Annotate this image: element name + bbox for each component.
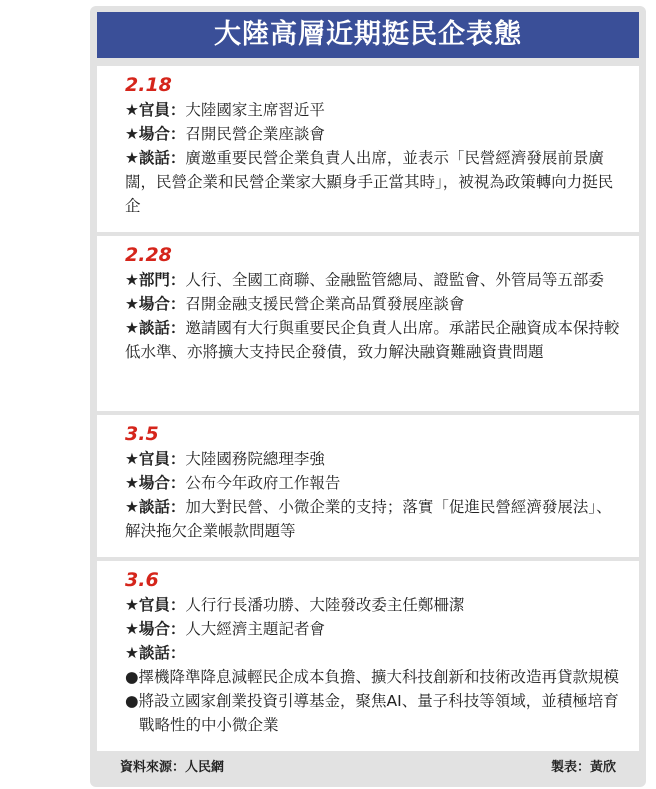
entry-key: ★談話：	[125, 319, 186, 337]
section-card-3	[97, 415, 639, 557]
entry-occasion	[125, 471, 627, 495]
entry-key: ★官員：	[125, 450, 186, 468]
section-date: 2.28	[125, 244, 172, 266]
entry-value: 召開金融支援民營企業高品質發展座談會	[185, 295, 465, 313]
bullet-item: ●擇機降準降息減輕民企成本負擔、擴大科技創新和技術改造再貸款規模	[125, 668, 620, 686]
entry-value: 人行行長潘功勝、大陸發改委主任鄭柵潔	[185, 596, 465, 614]
entry-key: ★談話：	[125, 644, 186, 662]
entry-key: ★談話：	[125, 498, 186, 516]
entry-key: ★部門：	[125, 271, 186, 289]
entry-official	[125, 98, 627, 122]
section-card-4	[97, 561, 639, 751]
entry-remarks	[125, 641, 627, 665]
entry-value: 大陸國務院總理李強	[185, 450, 325, 468]
section-date: 3.5	[125, 423, 159, 445]
entry-value: 公布今年政府工作報告	[185, 474, 341, 492]
section-card-2	[97, 236, 639, 411]
entry-value: 廣邀重要民營企業負責人出席，並表示「民營經濟發展前景廣闊，民營企業和民營企業家大顯身手正當其時」，被視為政策轉向力挺民企	[125, 149, 614, 215]
entry-department	[125, 268, 627, 292]
source-credit: 資料來源：人民網	[120, 760, 225, 775]
entry-occasion	[125, 122, 627, 146]
entry-value: 邀請國有大行與重要民企負責人出席。承諾民企融資成本保持較低水準、亦將擴大支持民企發債，致力解決融資難融資貴問題	[125, 319, 620, 361]
infographic-title: 大陸高層近期挺民企表態	[97, 12, 639, 58]
bullet-item: ●將設立國家創業投資引導基金，聚焦AI、量子科技等領域，並積極培育戰略性的中小微企業	[125, 692, 619, 734]
entry-key: ★官員：	[125, 101, 186, 119]
entry-key: ★談話：	[125, 149, 186, 167]
entry-remarks	[125, 146, 627, 218]
entry-value: 人大經濟主題記者會	[185, 620, 325, 638]
entry-official	[125, 593, 627, 617]
entry-occasion	[125, 292, 627, 316]
author-credit: 製表：黃欣	[550, 760, 616, 775]
entry-value: 召開民營企業座談會	[185, 125, 325, 143]
entry-key: ★場合：	[125, 620, 186, 638]
entry-key: ★場合：	[125, 295, 186, 313]
entry-occasion	[125, 617, 627, 641]
entry-key: ★場合：	[125, 474, 186, 492]
entry-remarks	[125, 495, 627, 543]
entry-value: 大陸國家主席習近平	[185, 101, 325, 119]
entry-remarks	[125, 316, 627, 364]
entry-official	[125, 447, 627, 471]
section-card-1	[97, 66, 639, 232]
infographic-frame	[90, 6, 646, 787]
entry-key: ★官員：	[125, 596, 186, 614]
section-date: 2.18	[125, 74, 172, 96]
entry-key: ★場合：	[125, 125, 186, 143]
entry-value: 加大對民營、小微企業的支持；落實「促進民營經濟發展法」、解決拖欠企業帳款問題等	[125, 498, 612, 540]
entry-value: 人行、全國工商聯、金融監管總局、證監會、外管局等五部委	[185, 271, 604, 289]
section-date: 3.6	[125, 569, 159, 591]
footer	[120, 758, 616, 778]
